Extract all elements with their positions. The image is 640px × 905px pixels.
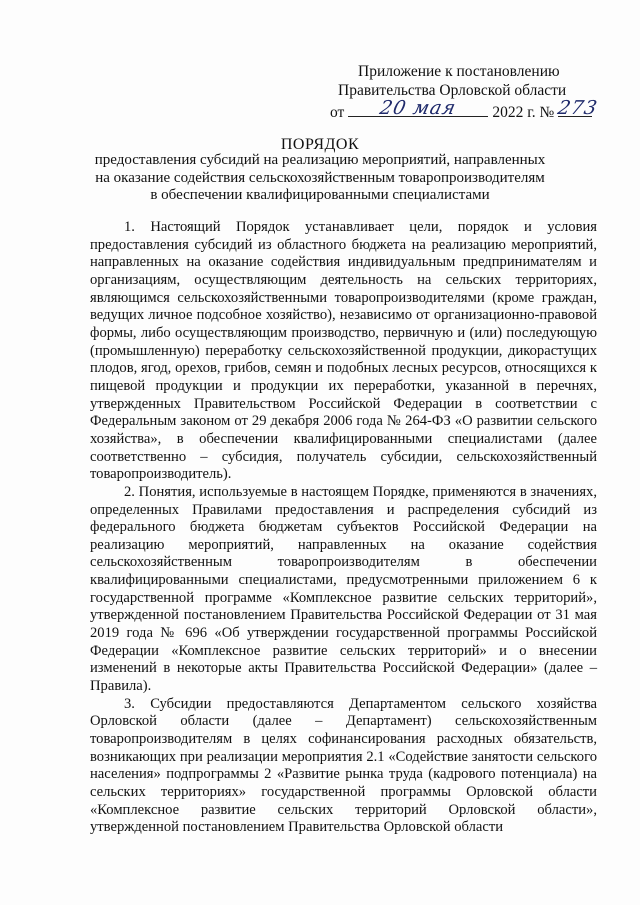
document-body <box>90 219 597 837</box>
year-text: 2022 г. № <box>492 104 555 121</box>
handwritten-date: 20 мая <box>378 97 459 119</box>
paragraph-2: 2. Понятия, используемые в настоящем Порядке, применяются в значениях, определенных Правилами предоставления и распределения субсидий из федерального бюджета бюджетам субъектов Российской Федерации на реализацию мероприятий, направленных на оказание содействия сельскохозяйственным товаропроизводителям в обеспечении квалифицированными специалистами, предусмотренными приложением 6 к государственной программе «Комплексное развитие сельских территорий», утвержденной постановлением Правительства Российской Федерации от 31 мая 2019 года № 696 «Об утверждении государственной программы Российской Федерации «Комплексное развитие сельских территорий» и о внесении изменений в некоторые акты Правительства Российской Федерации» (далее – Правила). <box>90 483 597 695</box>
paragraph-1: 1. Настоящий Порядок устанавливает цели, порядок и условия предоставления субсидий из областного бюджета на реализацию мероприятий, направленных на оказание содействия индивидуальным предпринимателям и организациям, осуществляющим деятельность на сельских территориях, являющимся сельскохозяйственными товаропроизводителями (кроме граждан, ведущих личное подсобное хозяйство), независимо от организационно-правовой формы, либо осуществляющим производство, первичную и (или) последующую (промышленную) переработку сельскохозяйственной продукции, дикорастущих плодов, ягод, орехов, грибов, семян и подобных лесных ресурсов, относящихся к пищевой продукции и продукции их переработки, указанной в перечнях, утвержденных Правительством Российской Федерации в соответствии с Федеральным законом от 29 декабря 2006 года № 264-ФЗ «О развитии сельского хозяйства», в обеспечении квалифицированными специалистами (далее соответственно – субсидия, получатель субсидии, сельскохозяйственный товаропроизводитель). <box>90 219 597 483</box>
paragraph-3: 3. Субсидии предоставляются Департаментом сельского хозяйства Орловской области (далее – Департамент) сельскохозяйственным товаропроизводителям в целях софинансирования расходных обязательств, возникающих при реализации мероприятия 2.1 «Содействие занятости сельского населения» подпрограммы 2 «Развитие рынка труда (кадрового потенциала) на сельских территориях» государственной программы Орловской области «Комплексное развитие сельских территорий Орловской области», утвержденной постановлением Правительства Орловской области <box>90 695 597 836</box>
appendix-line-1: Приложение к постановлению <box>358 63 560 80</box>
subtitle-line: предоставления субсидий на реализацию мероприятий, направленных <box>94 152 546 168</box>
number-field <box>556 97 601 119</box>
appendix-line-2: Правительства Орловской области <box>338 82 567 99</box>
document-title: ПОРЯДОК <box>280 136 360 153</box>
handwritten-number: 273 <box>556 97 601 119</box>
date-field <box>348 97 488 119</box>
subtitle-line: в обеспечении квалифицированными специалистами <box>150 187 490 203</box>
subtitle-line: на оказание содействия сельскохозяйственным товаропроизводителям <box>95 169 545 186</box>
appendix-header <box>330 62 601 122</box>
date-prefix: от <box>330 104 345 121</box>
appendix-date-line <box>330 97 601 122</box>
document-subtitle <box>80 152 560 205</box>
